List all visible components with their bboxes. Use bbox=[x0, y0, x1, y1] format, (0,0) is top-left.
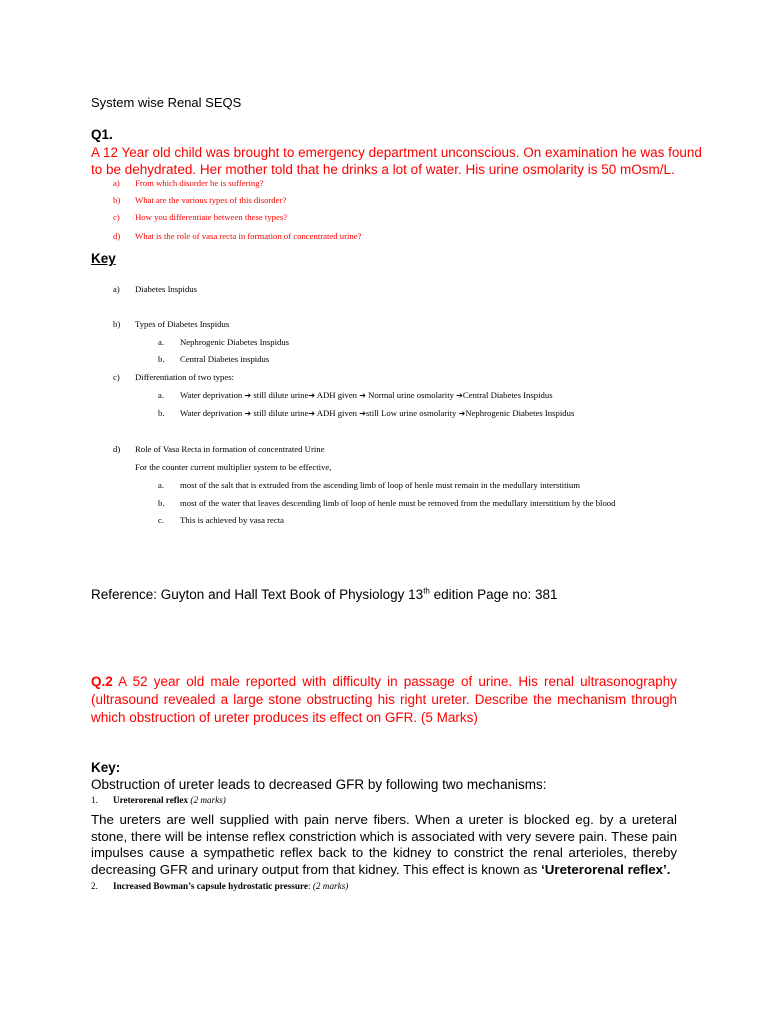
q1-question-d: What is the role of vasa recta in formation of concentrated urine? bbox=[135, 231, 362, 241]
key-c-sub-a: Water deprivation ➔ still dilute urine➔ ADH given ➔ Normal urine osmolarity ➔Central Diabetes Inspidus bbox=[180, 390, 553, 400]
key-marker: d) bbox=[113, 444, 121, 454]
q1-question-marker: b) bbox=[113, 195, 121, 205]
arrow-icon: ➔ bbox=[244, 391, 252, 400]
arrow-icon: ➔ bbox=[244, 409, 252, 418]
key-marker: b) bbox=[113, 319, 121, 329]
q1-question-b: What are the various types of this disorder? bbox=[135, 195, 287, 205]
mechanism-marker: 2. bbox=[91, 881, 98, 891]
q1-question-marker: d) bbox=[113, 231, 121, 241]
q1-key-heading: Key bbox=[91, 251, 116, 266]
key-b-sub-a: Nephrogenic Diabetes Inspidus bbox=[180, 337, 290, 347]
key-c-sub-b: Water deprivation ➔ still dilute urine➔ ADH given ➔still Low urine osmolarity ➔Nephrogenic Diabetes Inspidus bbox=[180, 408, 575, 418]
mechanism-marker: 1. bbox=[91, 795, 98, 805]
key-sub-marker: a. bbox=[158, 480, 165, 490]
key-sub-marker: b. bbox=[158, 354, 165, 364]
key-b-text: Types of Diabetes Inspidus bbox=[135, 319, 230, 329]
q1-heading: Q1. bbox=[91, 127, 113, 142]
arrow-icon: ➔ bbox=[359, 391, 366, 400]
key-sub-marker: c. bbox=[158, 515, 165, 525]
mechanism-1-title: Ureterorenal reflex (2 marks) bbox=[113, 795, 226, 805]
reference-line: Reference: Guyton and Hall Text Book of Physiology 13th edition Page no: 381 bbox=[91, 586, 558, 602]
key-b-sub-b: Central Diabetes inspidus bbox=[180, 354, 270, 364]
arrow-icon: ➔ bbox=[308, 391, 316, 400]
q2-key-intro: Obstruction of ureter leads to decreased GFR by following two mechanisms: bbox=[91, 777, 547, 792]
arrow-icon: ➔ bbox=[308, 409, 316, 418]
arrow-icon: ➔ bbox=[458, 409, 466, 418]
key-d-sub-a: most of the salt that is extruded from the ascending limb of loop of henle must remain in the medullary interstitium bbox=[180, 480, 581, 490]
key-d-sub-c: This is achieved by vasa recta bbox=[180, 515, 284, 525]
q1-stem-line2: to be dehydrated. Her mother told that he drinks a lot of water. His urine osmolarity is 50 mOsm/L. bbox=[91, 162, 675, 177]
key-sub-marker: b. bbox=[158, 498, 165, 508]
key-d-sub-b: most of the water that leaves descending limb of loop of henle must be removed from the medullary interstitium by the blood bbox=[180, 498, 616, 508]
q2-heading: Q.2 bbox=[91, 674, 113, 689]
key-sub-marker: b. bbox=[158, 408, 165, 418]
key-sub-marker: a. bbox=[158, 337, 165, 347]
key-marker: c) bbox=[113, 372, 120, 382]
document-title: System wise Renal SEQS bbox=[91, 95, 242, 110]
mechanism-1-text: The ureters are well supplied with pain nerve fibers. When a ureter is blocked eg. by a ureteral stone, there will be intense reflex constriction which is associated with very severe pain. These pain impulses cause a sympathetic reflex back to the kidney to constrict the renal arterioles, thereby decreasing GFR and urinary output from that kidney. This effect is known as ‘Ureterorenal reflex’. bbox=[91, 812, 677, 877]
key-marker: a) bbox=[113, 284, 120, 294]
q1-question-c: How you differentiate between these types? bbox=[135, 212, 288, 222]
key-d-intro: For the counter current multiplier system to be effective, bbox=[135, 462, 332, 472]
q1-question-marker: a) bbox=[113, 178, 120, 188]
key-sub-marker: a. bbox=[158, 390, 165, 400]
arrow-icon: ➔ bbox=[456, 391, 463, 400]
mechanism-2-title: Increased Bowman’s capsule hydrostatic pressure: (2 marks) bbox=[113, 881, 349, 891]
arrow-icon: ➔ bbox=[359, 409, 366, 418]
q1-stem-line1: A 12 Year old child was brought to emergency department unconscious. On examination he was found bbox=[91, 145, 702, 160]
key-d-text: Role of Vasa Recta in formation of concentrated Urine bbox=[135, 444, 325, 454]
key-a-text: Diabetes Inspidus bbox=[135, 284, 198, 294]
q1-question-marker: c) bbox=[113, 212, 120, 222]
key-c-text: Differentiation of two types: bbox=[135, 372, 234, 382]
q2-stem: Q.2 A 52 year old male reported with difficulty in passage of urine. His renal ultrasonography (ultrasound revealed a large stone obstructing his right ureter. Describe the mechanism through which obstruction of ureter produces its effect on GFR. (5 Marks) bbox=[91, 674, 677, 725]
q1-question-a: From which disorder he is suffering? bbox=[135, 178, 264, 188]
q2-key-heading: Key: bbox=[91, 760, 121, 775]
